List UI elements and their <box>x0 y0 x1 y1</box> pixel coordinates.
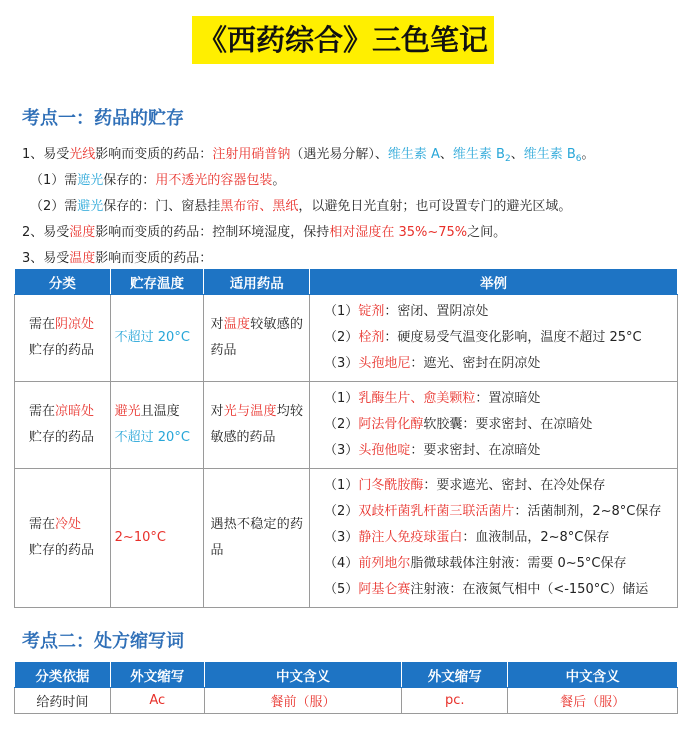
applicable-drug-cell <box>204 295 310 382</box>
example-number: （2） <box>324 330 359 345</box>
header-temperature: 贮存温度 <box>110 269 204 295</box>
abbr-cell: Ac <box>110 688 204 714</box>
avoid-light-line: （2）需避光保存的：门、窗悬挂黑布帘、黑纸，以避免日光直射；也可设置专门的避光区域。 <box>30 199 572 214</box>
temperature-blue: 不超过 20°C <box>114 330 190 345</box>
example-item <box>324 577 673 603</box>
example-item <box>324 438 673 464</box>
table-row <box>15 469 678 608</box>
temperature-cell <box>110 382 204 469</box>
examples-cell <box>310 382 678 469</box>
drug-suffix: 较敏感的药品 <box>210 317 304 358</box>
page-title: 《西药综合》三色笔记 <box>192 16 494 64</box>
abbreviation-table-header <box>15 662 678 688</box>
example-drug-name: 静注人免疫球蛋白 <box>358 530 463 545</box>
drug-keyword: 光与温度 <box>223 404 277 419</box>
category-cell <box>15 469 111 608</box>
example-description: ：血液制品，2~8°C保存 <box>462 530 610 545</box>
vitamin-a: 维生素 A <box>387 147 440 162</box>
example-description: 注射液：在液氮气相中（<-150°C）储运 <box>410 582 649 597</box>
temperature-cell <box>110 469 204 608</box>
table-row <box>15 688 678 714</box>
example-number: （3） <box>324 356 359 371</box>
examples-cell <box>310 469 678 608</box>
vitamin-b6: 维生素 $B_6$ <box>523 147 582 164</box>
example-number: （4） <box>324 556 359 571</box>
example-description: ：要求遮光、密封、在冷处保存 <box>423 478 606 493</box>
example-item <box>324 351 673 377</box>
category-cell <box>15 382 111 469</box>
category-prefix: 需在 <box>29 317 56 332</box>
example-number: （3） <box>324 443 359 458</box>
example-number: （5） <box>324 582 359 597</box>
example-number: （3） <box>324 530 359 545</box>
example-drug-name: 阿基仑赛 <box>358 582 411 597</box>
example-drug-name: 双歧杆菌乳杆菌三联活菌片 <box>358 504 515 519</box>
header-category: 分类 <box>15 269 111 295</box>
example-description: ：硬度易受气温变化影响，温度不超过 25°C <box>384 330 642 345</box>
table-row <box>15 295 678 382</box>
example-description: ：遮光、密封在阴凉处 <box>410 356 541 371</box>
category-cell <box>15 295 111 382</box>
example-item <box>324 473 673 499</box>
temperature-line: 3、易受温度影响而变质的药品： <box>22 251 213 266</box>
category-prefix: 需在 <box>29 404 56 419</box>
drug-suffix: 均较敏感的药品 <box>210 404 304 445</box>
category-keyword: 冷处 <box>55 517 82 532</box>
abbr-cell: pc. <box>402 688 508 714</box>
header-abbr-2: 外文缩写 <box>402 662 508 688</box>
basis-cell: 给药时间 <box>15 688 111 714</box>
example-drug-name: 头孢他啶 <box>358 443 411 458</box>
example-description: ：活菌制剂，2~8°C保存 <box>514 504 662 519</box>
examples-cell <box>310 295 678 382</box>
light-sensitive-line: 1、易受光线影响而变质的药品：注射用硝普钠（遇光易分解）、维生素 A、维生素 $B_2$、维生素 $B_6$。 <box>22 147 595 164</box>
section2-heading: 考点二：处方缩写词 <box>22 631 184 652</box>
example-number: （1） <box>324 478 359 493</box>
drug-prefix: 遇热不稳定的药品 <box>210 517 304 558</box>
drug-nitroprusside: 注射用硝普钠 <box>212 147 291 162</box>
category-keyword: 凉暗处 <box>55 404 95 419</box>
example-number: （1） <box>324 304 359 319</box>
header-drugs: 适用药品 <box>204 269 310 295</box>
abbreviation-table <box>14 661 678 714</box>
header-meaning-2: 中文含义 <box>508 662 678 688</box>
example-drug-name: 锭剂 <box>358 304 385 319</box>
header-abbr-1: 外文缩写 <box>110 662 204 688</box>
example-item <box>324 499 673 525</box>
temperature-cell <box>110 295 204 382</box>
example-drug-name: 前列地尔 <box>358 556 411 571</box>
example-item <box>324 299 673 325</box>
header-examples: 举例 <box>310 269 678 295</box>
drug-prefix: 对 <box>210 404 224 419</box>
example-drug-name: 头孢地尼 <box>358 356 411 371</box>
example-description: ：要求密封、在凉暗处 <box>410 443 541 458</box>
temperature-red: 2~10°C <box>114 530 166 545</box>
category-suffix: 贮存的药品 <box>29 430 95 445</box>
category-suffix: 贮存的药品 <box>29 343 95 358</box>
temperature-mid: 且温度 <box>140 404 180 419</box>
title-container <box>0 16 686 64</box>
drug-keyword: 温度 <box>223 317 251 332</box>
table-row <box>15 382 678 469</box>
example-description: 软胶囊：要求密封、在凉暗处 <box>423 417 593 432</box>
storage-table-header <box>15 269 678 295</box>
example-number: （1） <box>324 391 359 406</box>
example-item <box>324 386 673 412</box>
example-description: 脂微球载体注射液：需要 0~5°C保存 <box>410 556 627 571</box>
temperature-blue: 不超过 20°C <box>114 430 190 445</box>
example-item <box>324 525 673 551</box>
example-drug-name: 门冬酰胺酶 <box>358 478 424 493</box>
meaning-cell: 餐后（服） <box>508 688 678 714</box>
applicable-drug-cell <box>204 382 310 469</box>
example-item <box>324 325 673 351</box>
section1-heading: 考点一：药品的贮存 <box>22 108 184 129</box>
category-suffix: 贮存的药品 <box>29 543 95 558</box>
keyword-light: 光线 <box>69 147 96 162</box>
meaning-cell: 餐前（服） <box>204 688 402 714</box>
drug-prefix: 对 <box>210 317 224 332</box>
example-drug-name: 阿法骨化醇 <box>358 417 424 432</box>
shade-storage-line: （1）需遮光保存的：用不透光的容器包装。 <box>30 173 286 188</box>
example-number: （2） <box>324 504 359 519</box>
header-meaning-1: 中文含义 <box>204 662 402 688</box>
header-basis: 分类依据 <box>15 662 111 688</box>
temperature-red: 避光 <box>114 404 141 419</box>
category-keyword: 阴凉处 <box>55 317 95 332</box>
storage-table <box>14 268 678 608</box>
vitamin-b2: 维生素 $B_2$ <box>452 147 511 164</box>
example-description: ：密闭、置阴凉处 <box>384 304 489 319</box>
example-description: ：置凉暗处 <box>475 391 541 406</box>
example-item <box>324 551 673 577</box>
example-item <box>324 412 673 438</box>
category-prefix: 需在 <box>29 517 56 532</box>
applicable-drug-cell <box>204 469 310 608</box>
humidity-line: 2、易受湿度影响而变质的药品：控制环境湿度，保持相对湿度在 35%~75%之间。 <box>22 225 507 240</box>
example-drug-name: 栓剂 <box>358 330 385 345</box>
example-drug-name: 乳酶生片、愈美颗粒 <box>358 391 476 406</box>
example-number: （2） <box>324 417 359 432</box>
